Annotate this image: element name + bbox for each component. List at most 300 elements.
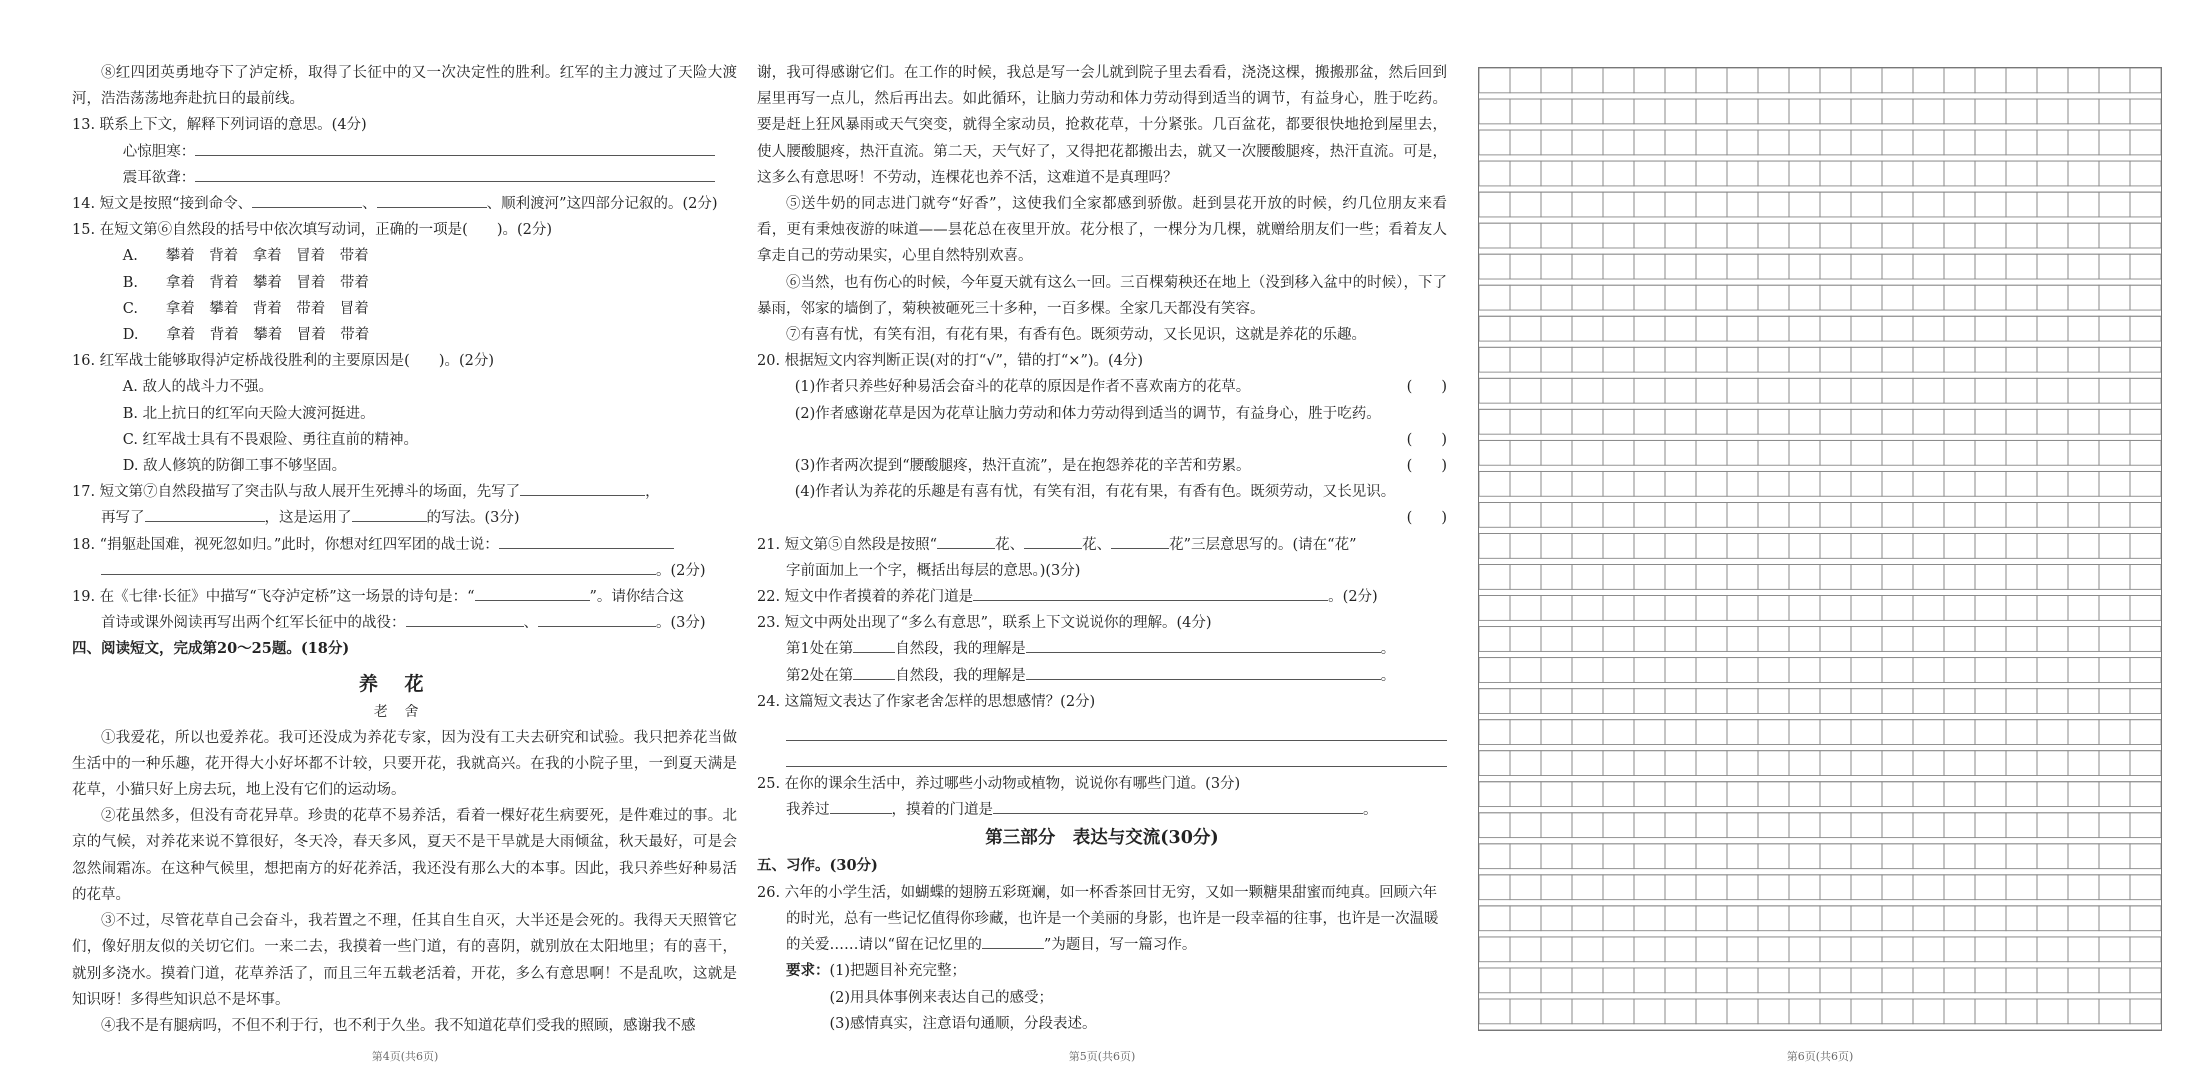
- grid-cell[interactable]: [1758, 751, 1789, 776]
- grid-cell[interactable]: [1727, 844, 1758, 869]
- grid-cell[interactable]: [1479, 596, 1510, 621]
- grid-cell[interactable]: [1913, 378, 1944, 403]
- answer-blank[interactable]: [499, 532, 674, 549]
- grid-cell[interactable]: [1696, 533, 1727, 558]
- grid-cell[interactable]: [1727, 99, 1758, 124]
- grid-cell[interactable]: [2130, 813, 2161, 838]
- grid-cell[interactable]: [1758, 161, 1789, 186]
- grid-cell[interactable]: [1541, 68, 1572, 93]
- grid-cell[interactable]: [2130, 782, 2161, 807]
- grid-cell[interactable]: [2068, 223, 2099, 248]
- grid-cell[interactable]: [1603, 658, 1634, 683]
- grid-cell[interactable]: [1727, 471, 1758, 496]
- grid-cell[interactable]: [2130, 751, 2161, 776]
- grid-cell[interactable]: [1479, 999, 1510, 1024]
- grid-cell[interactable]: [1944, 192, 1975, 217]
- grid-cell[interactable]: [1696, 813, 1727, 838]
- grid-cell[interactable]: [2099, 906, 2130, 931]
- grid-cell[interactable]: [2006, 968, 2037, 993]
- grid-cell[interactable]: [2068, 440, 2099, 465]
- grid-cell[interactable]: [1882, 502, 1913, 527]
- grid-cell[interactable]: [2068, 533, 2099, 558]
- grid-cell[interactable]: [2099, 68, 2130, 93]
- grid-cell[interactable]: [1479, 689, 1510, 714]
- grid-cell[interactable]: [1913, 658, 1944, 683]
- grid-cell[interactable]: [1975, 285, 2006, 310]
- grid-cell[interactable]: [1696, 751, 1727, 776]
- grid-cell[interactable]: [1789, 813, 1820, 838]
- grid-cell[interactable]: [1944, 596, 1975, 621]
- grid-cell[interactable]: [1696, 161, 1727, 186]
- grid-cell[interactable]: [1603, 999, 1634, 1024]
- grid-cell[interactable]: [1603, 347, 1634, 372]
- grid-cell[interactable]: [1789, 440, 1820, 465]
- grid-cell[interactable]: [1882, 471, 1913, 496]
- grid-cell[interactable]: [1944, 502, 1975, 527]
- grid-cell[interactable]: [2006, 689, 2037, 714]
- grid-cell[interactable]: [2068, 192, 2099, 217]
- grid-cell[interactable]: [2099, 285, 2130, 310]
- grid-cell[interactable]: [1820, 409, 1851, 434]
- grid-cell[interactable]: [1727, 937, 1758, 962]
- grid-cell[interactable]: [1510, 751, 1541, 776]
- grid-cell[interactable]: [2099, 627, 2130, 652]
- grid-cell[interactable]: [1820, 906, 1851, 931]
- grid-cell[interactable]: [1572, 440, 1603, 465]
- grid-cell[interactable]: [1541, 347, 1572, 372]
- grid-cell[interactable]: [1634, 471, 1665, 496]
- answer-blank[interactable]: [973, 584, 1328, 601]
- grid-cell[interactable]: [1851, 875, 1882, 900]
- grid-cell[interactable]: [1975, 347, 2006, 372]
- grid-cell[interactable]: [1696, 502, 1727, 527]
- grid-cell[interactable]: [1603, 130, 1634, 155]
- grid-cell[interactable]: [1882, 782, 1913, 807]
- grid-cell[interactable]: [1603, 596, 1634, 621]
- grid-cell[interactable]: [2006, 751, 2037, 776]
- grid-cell[interactable]: [2099, 223, 2130, 248]
- grid-cell[interactable]: [1727, 285, 1758, 310]
- grid-cell[interactable]: [1603, 689, 1634, 714]
- grid-cell[interactable]: [2006, 440, 2037, 465]
- grid-cell[interactable]: [1820, 192, 1851, 217]
- grid-cell[interactable]: [2099, 875, 2130, 900]
- grid-cell[interactable]: [1882, 378, 1913, 403]
- grid-cell[interactable]: [1541, 813, 1572, 838]
- answer-blank[interactable]: [145, 505, 265, 522]
- grid-cell[interactable]: [1758, 906, 1789, 931]
- grid-cell[interactable]: [1479, 627, 1510, 652]
- grid-cell[interactable]: [1572, 689, 1603, 714]
- grid-cell[interactable]: [1944, 316, 1975, 341]
- grid-cell[interactable]: [1789, 409, 1820, 434]
- grid-cell[interactable]: [1944, 937, 1975, 962]
- grid-cell[interactable]: [1572, 968, 1603, 993]
- grid-cell[interactable]: [1479, 440, 1510, 465]
- grid-cell[interactable]: [2068, 968, 2099, 993]
- grid-cell[interactable]: [2099, 720, 2130, 745]
- grid-cell[interactable]: [2068, 347, 2099, 372]
- grid-cell[interactable]: [1789, 502, 1820, 527]
- grid-cell[interactable]: [1789, 875, 1820, 900]
- grid-cell[interactable]: [2130, 223, 2161, 248]
- grid-cell[interactable]: [1665, 316, 1696, 341]
- grid-cell[interactable]: [1789, 596, 1820, 621]
- grid-cell[interactable]: [1758, 689, 1789, 714]
- grid-cell[interactable]: [1789, 968, 1820, 993]
- grid-cell[interactable]: [1882, 533, 1913, 558]
- grid-cell[interactable]: [1696, 285, 1727, 310]
- grid-cell[interactable]: [1603, 192, 1634, 217]
- grid-cell[interactable]: [1572, 254, 1603, 279]
- grid-cell[interactable]: [1665, 751, 1696, 776]
- answer-blank[interactable]: [520, 479, 645, 496]
- grid-cell[interactable]: [2130, 658, 2161, 683]
- grid-cell[interactable]: [1851, 627, 1882, 652]
- grid-cell[interactable]: [1479, 782, 1510, 807]
- grid-cell[interactable]: [1541, 130, 1572, 155]
- grid-cell[interactable]: [1510, 906, 1541, 931]
- grid-cell[interactable]: [1479, 316, 1510, 341]
- grid-cell[interactable]: [1727, 223, 1758, 248]
- grid-cell[interactable]: [1727, 751, 1758, 776]
- grid-cell[interactable]: [1758, 565, 1789, 590]
- grid-cell[interactable]: [1944, 285, 1975, 310]
- grid-cell[interactable]: [1727, 347, 1758, 372]
- grid-cell[interactable]: [1882, 254, 1913, 279]
- grid-cell[interactable]: [1975, 409, 2006, 434]
- grid-cell[interactable]: [1696, 596, 1727, 621]
- grid-cell[interactable]: [1541, 316, 1572, 341]
- grid-cell[interactable]: [1789, 720, 1820, 745]
- grid-cell[interactable]: [1696, 968, 1727, 993]
- grid-cell[interactable]: [1541, 844, 1572, 869]
- grid-cell[interactable]: [2130, 409, 2161, 434]
- answer-blank[interactable]: [1026, 636, 1381, 653]
- grid-cell[interactable]: [2068, 813, 2099, 838]
- grid-cell[interactable]: [1758, 223, 1789, 248]
- grid-cell[interactable]: [2037, 968, 2068, 993]
- grid-cell[interactable]: [1975, 596, 2006, 621]
- grid-cell[interactable]: [1479, 906, 1510, 931]
- grid-cell[interactable]: [1820, 161, 1851, 186]
- grid-cell[interactable]: [2099, 689, 2130, 714]
- grid-cell[interactable]: [2099, 968, 2130, 993]
- grid-cell[interactable]: [1851, 844, 1882, 869]
- grid-cell[interactable]: [1479, 192, 1510, 217]
- grid-cell[interactable]: [1603, 844, 1634, 869]
- grid-cell[interactable]: [2130, 254, 2161, 279]
- grid-cell[interactable]: [1727, 161, 1758, 186]
- grid-cell[interactable]: [1634, 68, 1665, 93]
- grid-cell[interactable]: [2006, 596, 2037, 621]
- grid-cell[interactable]: [1479, 875, 1510, 900]
- grid-cell[interactable]: [1665, 689, 1696, 714]
- grid-cell[interactable]: [1510, 999, 1541, 1024]
- grid-cell[interactable]: [1789, 378, 1820, 403]
- grid-cell[interactable]: [2006, 471, 2037, 496]
- grid-cell[interactable]: [1634, 906, 1665, 931]
- grid-cell[interactable]: [1975, 502, 2006, 527]
- grid-cell[interactable]: [2099, 502, 2130, 527]
- grid-cell[interactable]: [2099, 440, 2130, 465]
- grid-cell[interactable]: [1479, 378, 1510, 403]
- grid-cell[interactable]: [2130, 720, 2161, 745]
- grid-cell[interactable]: [1665, 937, 1696, 962]
- grid-cell[interactable]: [1944, 968, 1975, 993]
- grid-cell[interactable]: [2006, 533, 2037, 558]
- grid-cell[interactable]: [1820, 875, 1851, 900]
- grid-cell[interactable]: [1789, 782, 1820, 807]
- grid-cell[interactable]: [1603, 751, 1634, 776]
- grid-cell[interactable]: [2130, 471, 2161, 496]
- grid-cell[interactable]: [1851, 223, 1882, 248]
- grid-cell[interactable]: [1665, 968, 1696, 993]
- grid-cell[interactable]: [1975, 254, 2006, 279]
- grid-cell[interactable]: [1665, 658, 1696, 683]
- grid-cell[interactable]: [1727, 254, 1758, 279]
- grid-cell[interactable]: [1603, 565, 1634, 590]
- grid-cell[interactable]: [1727, 720, 1758, 745]
- grid-cell[interactable]: [1727, 968, 1758, 993]
- grid-cell[interactable]: [1727, 627, 1758, 652]
- grid-cell[interactable]: [1882, 409, 1913, 434]
- grid-cell[interactable]: [1758, 875, 1789, 900]
- answer-blank[interactable]: [195, 165, 715, 182]
- grid-cell[interactable]: [1510, 502, 1541, 527]
- grid-cell[interactable]: [1882, 875, 1913, 900]
- grid-cell[interactable]: [2068, 130, 2099, 155]
- grid-cell[interactable]: [1789, 161, 1820, 186]
- grid-cell[interactable]: [1975, 937, 2006, 962]
- grid-cell[interactable]: [1510, 689, 1541, 714]
- grid-cell[interactable]: [1758, 99, 1789, 124]
- grid-cell[interactable]: [1789, 937, 1820, 962]
- grid-cell[interactable]: [1913, 347, 1944, 372]
- grid-cell[interactable]: [1944, 813, 1975, 838]
- grid-cell[interactable]: [1696, 99, 1727, 124]
- grid-cell[interactable]: [2006, 285, 2037, 310]
- grid-cell[interactable]: [1944, 875, 1975, 900]
- grid-cell[interactable]: [1789, 689, 1820, 714]
- grid-cell[interactable]: [2006, 937, 2037, 962]
- grid-cell[interactable]: [1665, 844, 1696, 869]
- grid-cell[interactable]: [2006, 223, 2037, 248]
- grid-cell[interactable]: [1665, 875, 1696, 900]
- grid-cell[interactable]: [1696, 875, 1727, 900]
- grid-cell[interactable]: [1572, 533, 1603, 558]
- grid-cell[interactable]: [2130, 533, 2161, 558]
- grid-cell[interactable]: [1665, 999, 1696, 1024]
- grid-cell[interactable]: [2130, 937, 2161, 962]
- grid-cell[interactable]: [1510, 68, 1541, 93]
- grid-cell[interactable]: [2006, 627, 2037, 652]
- grid-cell[interactable]: [1851, 813, 1882, 838]
- grid-cell[interactable]: [2037, 999, 2068, 1024]
- grid-cell[interactable]: [1634, 316, 1665, 341]
- grid-cell[interactable]: [1913, 440, 1944, 465]
- grid-cell[interactable]: [1572, 658, 1603, 683]
- grid-cell[interactable]: [1851, 68, 1882, 93]
- grid-cell[interactable]: [2099, 347, 2130, 372]
- grid-cell[interactable]: [1572, 596, 1603, 621]
- grid-cell[interactable]: [1944, 347, 1975, 372]
- answer-blank[interactable]: [853, 636, 895, 653]
- grid-cell[interactable]: [1696, 440, 1727, 465]
- grid-cell[interactable]: [1882, 68, 1913, 93]
- grid-cell[interactable]: [1975, 471, 2006, 496]
- grid-cell[interactable]: [1603, 782, 1634, 807]
- grid-cell[interactable]: [2068, 875, 2099, 900]
- grid-cell[interactable]: [1975, 968, 2006, 993]
- grid-cell[interactable]: [1851, 502, 1882, 527]
- grid-cell[interactable]: [1944, 906, 1975, 931]
- grid-cell[interactable]: [1975, 223, 2006, 248]
- grid-cell[interactable]: [2006, 906, 2037, 931]
- grid-cell[interactable]: [1572, 378, 1603, 403]
- grid-cell[interactable]: [1603, 223, 1634, 248]
- grid-cell[interactable]: [1696, 254, 1727, 279]
- grid-cell[interactable]: [1882, 285, 1913, 310]
- answer-blank[interactable]: [101, 558, 656, 575]
- grid-cell[interactable]: [1572, 782, 1603, 807]
- grid-cell[interactable]: [1789, 347, 1820, 372]
- grid-cell[interactable]: [1665, 502, 1696, 527]
- grid-cell[interactable]: [2006, 875, 2037, 900]
- grid-cell[interactable]: [2068, 751, 2099, 776]
- grid-cell[interactable]: [1851, 378, 1882, 403]
- answer-blank[interactable]: [538, 610, 656, 627]
- grid-cell[interactable]: [2006, 999, 2037, 1024]
- grid-cell[interactable]: [1882, 130, 1913, 155]
- grid-cell[interactable]: [1572, 99, 1603, 124]
- grid-cell[interactable]: [1634, 627, 1665, 652]
- grid-cell[interactable]: [2068, 99, 2099, 124]
- grid-cell[interactable]: [1479, 813, 1510, 838]
- grid-cell[interactable]: [1913, 161, 1944, 186]
- grid-cell[interactable]: [1882, 316, 1913, 341]
- grid-cell[interactable]: [1758, 378, 1789, 403]
- grid-cell[interactable]: [1727, 875, 1758, 900]
- grid-cell[interactable]: [2130, 378, 2161, 403]
- grid-cell[interactable]: [2037, 347, 2068, 372]
- grid-cell[interactable]: [1758, 844, 1789, 869]
- grid-cell[interactable]: [1696, 192, 1727, 217]
- grid-cell[interactable]: [1572, 720, 1603, 745]
- grid-cell[interactable]: [2037, 627, 2068, 652]
- grid-cell[interactable]: [2037, 223, 2068, 248]
- grid-cell[interactable]: [1541, 99, 1572, 124]
- grid-cell[interactable]: [1727, 813, 1758, 838]
- grid-cell[interactable]: [1851, 658, 1882, 683]
- grid-cell[interactable]: [1634, 844, 1665, 869]
- grid-cell[interactable]: [1758, 254, 1789, 279]
- grid-cell[interactable]: [1944, 658, 1975, 683]
- grid-cell[interactable]: [1820, 596, 1851, 621]
- grid-cell[interactable]: [2037, 316, 2068, 341]
- grid-cell[interactable]: [1913, 68, 1944, 93]
- grid-cell[interactable]: [1913, 999, 1944, 1024]
- grid-cell[interactable]: [2068, 782, 2099, 807]
- grid-cell[interactable]: [1634, 968, 1665, 993]
- grid-cell[interactable]: [1975, 316, 2006, 341]
- grid-cell[interactable]: [1944, 409, 1975, 434]
- grid-cell[interactable]: [2068, 254, 2099, 279]
- grid-cell[interactable]: [1851, 409, 1882, 434]
- grid-cell[interactable]: [1851, 999, 1882, 1024]
- answer-blank[interactable]: [352, 505, 427, 522]
- grid-cell[interactable]: [1851, 285, 1882, 310]
- grid-cell[interactable]: [1479, 658, 1510, 683]
- grid-cell[interactable]: [1789, 223, 1820, 248]
- answer-blank[interactable]: [377, 191, 487, 208]
- grid-cell[interactable]: [1541, 720, 1572, 745]
- grid-cell[interactable]: [1510, 316, 1541, 341]
- grid-cell[interactable]: [2068, 68, 2099, 93]
- grid-cell[interactable]: [1665, 223, 1696, 248]
- grid-cell[interactable]: [1944, 999, 1975, 1024]
- grid-cell[interactable]: [1634, 689, 1665, 714]
- grid-cell[interactable]: [1479, 533, 1510, 558]
- grid-cell[interactable]: [1727, 440, 1758, 465]
- grid-cell[interactable]: [1913, 720, 1944, 745]
- grid-cell[interactable]: [1696, 937, 1727, 962]
- grid-cell[interactable]: [1758, 596, 1789, 621]
- grid-cell[interactable]: [1541, 502, 1572, 527]
- grid-cell[interactable]: [1479, 565, 1510, 590]
- grid-cell[interactable]: [1727, 316, 1758, 341]
- grid-cell[interactable]: [1944, 533, 1975, 558]
- grid-cell[interactable]: [1634, 533, 1665, 558]
- grid-cell[interactable]: [2099, 316, 2130, 341]
- answer-paren[interactable]: ( ): [1406, 379, 1447, 396]
- grid-cell[interactable]: [1913, 844, 1944, 869]
- grid-cell[interactable]: [2099, 409, 2130, 434]
- grid-cell[interactable]: [1541, 782, 1572, 807]
- grid-cell[interactable]: [1913, 565, 1944, 590]
- answer-blank[interactable]: [853, 663, 895, 680]
- grid-cell[interactable]: [1913, 875, 1944, 900]
- answer-line[interactable]: [786, 741, 1447, 767]
- grid-cell[interactable]: [1603, 875, 1634, 900]
- grid-cell[interactable]: [2130, 347, 2161, 372]
- grid-cell[interactable]: [1913, 192, 1944, 217]
- grid-cell[interactable]: [1603, 471, 1634, 496]
- grid-cell[interactable]: [1634, 409, 1665, 434]
- grid-cell[interactable]: [1541, 689, 1572, 714]
- grid-cell[interactable]: [2037, 192, 2068, 217]
- grid-cell[interactable]: [1603, 968, 1634, 993]
- grid-cell[interactable]: [1727, 565, 1758, 590]
- grid-cell[interactable]: [2130, 440, 2161, 465]
- grid-cell[interactable]: [1603, 440, 1634, 465]
- grid-cell[interactable]: [1603, 285, 1634, 310]
- grid-cell[interactable]: [1758, 347, 1789, 372]
- grid-cell[interactable]: [1479, 751, 1510, 776]
- answer-blank[interactable]: [195, 139, 715, 156]
- grid-cell[interactable]: [2006, 161, 2037, 186]
- grid-cell[interactable]: [1603, 502, 1634, 527]
- grid-cell[interactable]: [1758, 813, 1789, 838]
- grid-cell[interactable]: [1851, 471, 1882, 496]
- grid-cell[interactable]: [1758, 440, 1789, 465]
- grid-cell[interactable]: [2006, 316, 2037, 341]
- grid-cell[interactable]: [1541, 161, 1572, 186]
- grid-cell[interactable]: [1634, 875, 1665, 900]
- grid-cell[interactable]: [1665, 378, 1696, 403]
- grid-cell[interactable]: [1572, 471, 1603, 496]
- grid-cell[interactable]: [2037, 813, 2068, 838]
